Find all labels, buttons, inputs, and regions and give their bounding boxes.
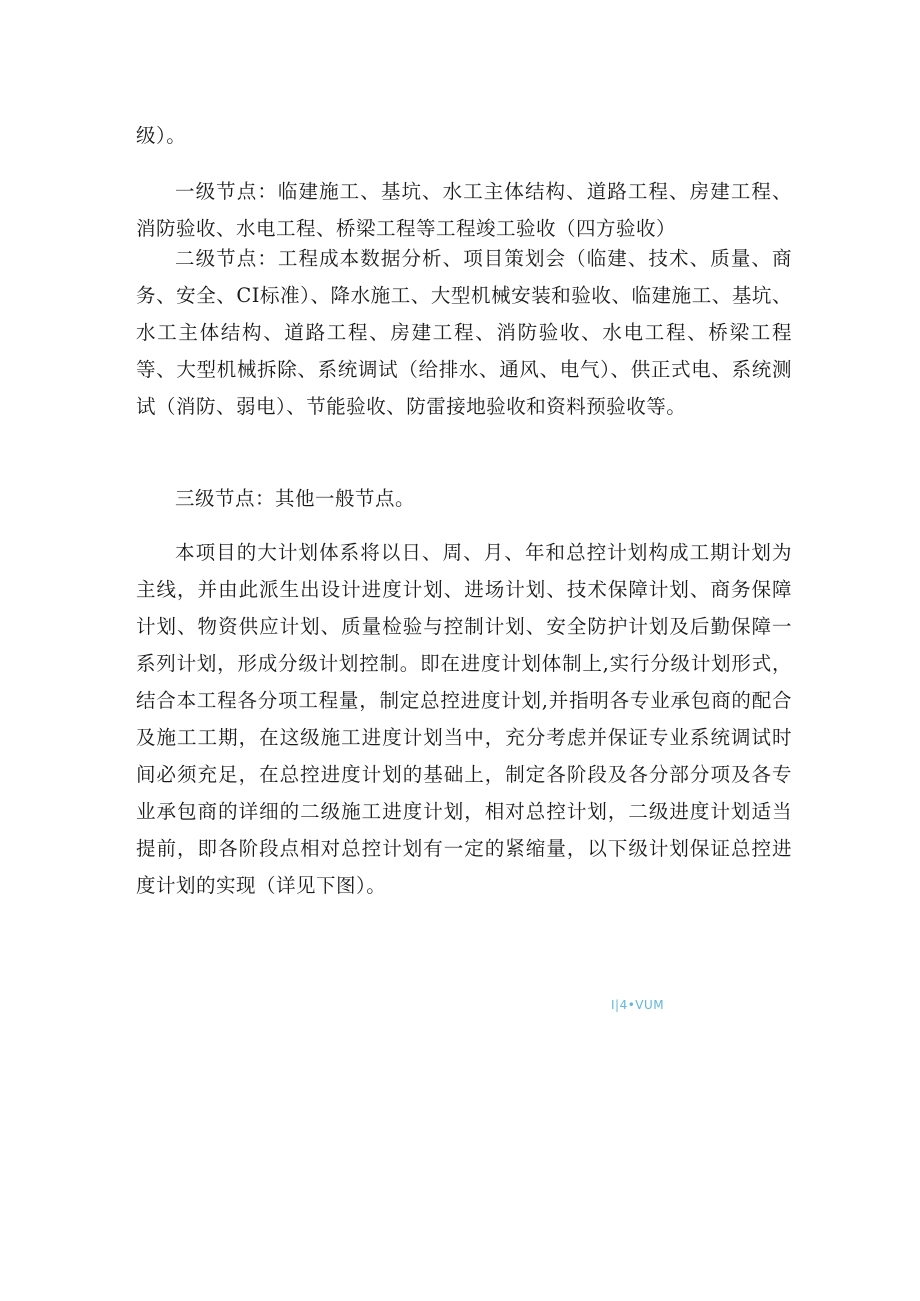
paragraph-plan-system: 本项目的大计划体系将以日、周、月、年和总控计划构成工期计划为主线，并由此派生出设计进度计划、进场计划、技术保障计划、商务保障计划、物资供应计划、质量检验与控制计划、安全防护计划及后勤保障一系列计划，形成分级计划控制。即在进度计划体制上,实行分级计划形式，结合本工程各分项工程量，制定总控进度计划,并指明各专业承包商的配合及施工工期，在这级施工进度计划当中，充分考虑并保证专业系统调试时间必须充足，在总控进度计划的基础上，制定各阶段及各分部分项及各专业承包商的详细的二级施工进度计划，相对总控计划，二级进度计划适当提前，即各阶段点相对总控计划有一定的紧缩量，以下级计划保证总控进度计划的实现（详见下图）。 (136, 541, 792, 897)
paragraph-level-2-nodes: 二级节点：工程成本数据分析、项目策划会（临建、技术、质量、商务、安全、CI标准）、降水施工、大型机械安装和验收、临建施工、基坑、水工主体结构、道路工程、房建工程、消防验收、水电工程、桥梁工程等、大型机械拆除、系统调试（给排水、通风、电气）、供正式电、系统测试（消防、弱电）、节能验收、防雷接地验收和资料预验收等。 (136, 247, 792, 418)
paragraph-level-1-nodes: 一级节点：临建施工、基坑、水工主体结构、道路工程、房建工程、消防验收、水电工程、桥梁工程等工程竣工验收（四方验收） (136, 180, 792, 240)
figure-caption: I|4•VUM (611, 998, 665, 1012)
paragraph-level-3-nodes: 三级节点：其他一般节点。 (175, 487, 416, 510)
paragraph-continuation: 级）。 (136, 124, 187, 147)
